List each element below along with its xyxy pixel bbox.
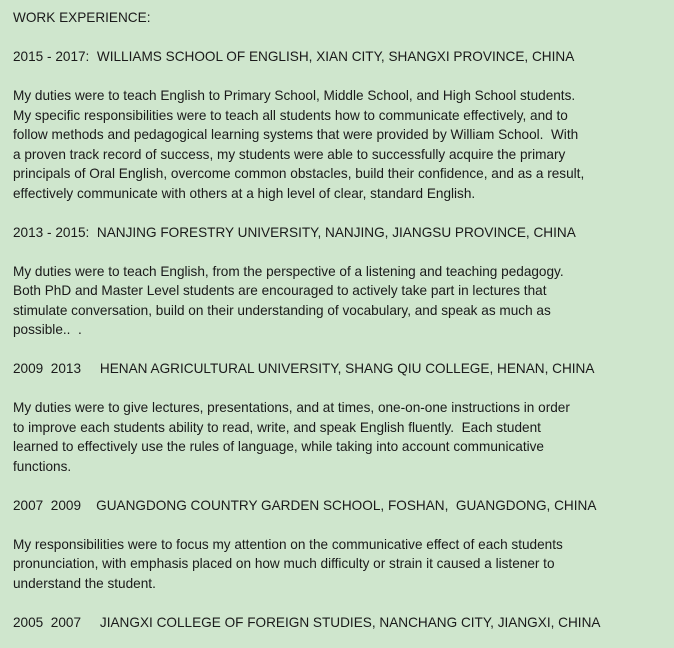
description-line: possible.. . [13,322,82,337]
description-line: follow methods and pedagogical learning systems that were provided by William School. With [13,127,579,142]
job-description [13,262,661,340]
spacer [13,476,661,496]
spacer [13,28,661,48]
job-description [13,398,661,476]
spacer [13,67,661,87]
description-line: My duties were to give lectures, presentations, and at times, one-on-one instructions in order [13,400,570,415]
description-line: My specific responsibilities were to teach all students how to communicate effectively, and to [13,107,568,123]
spacer [13,593,661,613]
job-header: 2005 2007 JIANGXI COLLEGE OF FOREIGN STUDIES, NANCHANG CITY, JIANGXI, CHINA [13,614,601,630]
job-description [13,535,661,594]
description-line: effectively communicate with others at a high level of clear, standard English. [13,185,476,201]
spacer [13,379,661,399]
spacer [13,340,661,360]
description-line: understand the student. [13,575,156,591]
description-line: My duties were to teach English to Primary School, Middle School, and High School students. [13,88,576,103]
job-header: 2013 - 2015: NANJING FORESTRY UNIVERSITY, NANJING, JIANGSU PROVINCE, CHINA [13,224,576,240]
description-line: Both PhD and Master Level students are encouraged to actively take part in lectures that [13,283,547,298]
description-line: learned to effectively use the rules of language, while taking into account communicative [13,439,544,454]
job-description [13,86,661,203]
job-header: 2015 - 2017: WILLIAMS SCHOOL OF ENGLISH, XIAN CITY, SHANGXI PROVINCE, CHINA [13,49,575,64]
spacer [13,203,661,223]
description-line: functions. [13,458,72,474]
job-header: 2009 2013 HENAN AGRICULTURAL UNIVERSITY, SHANG QIU COLLEGE, HENAN, CHINA [13,361,595,376]
description-line: My responsibilities were to focus my attention on the communicative effect of each students [13,536,563,552]
spacer [13,242,661,262]
description-line: My duties were to teach English, from the perspective of a listening and teaching pedagogy. [13,263,564,279]
description-line: stimulate conversation, build on their understanding of vocabulary, and speak as much as [13,302,551,318]
description-line: to improve each students ability to read, write, and speak English fluently. Each student [13,419,541,435]
job-header: 2007 2009 GUANGDONG COUNTRY GARDEN SCHOOL, FOSHAN, GUANGDONG, CHINA [13,497,597,513]
spacer [13,515,661,535]
description-line: a proven track record of success, my students were able to successfully acquire the primary [13,146,566,162]
description-line: principals of Oral English, overcome common obstacles, build their confidence, and as a result, [13,166,585,181]
description-line: pronunciation, with emphasis placed on how much difficulty or strain it caused a listener to [13,556,555,571]
section-heading: WORK EXPERIENCE: [13,10,151,25]
